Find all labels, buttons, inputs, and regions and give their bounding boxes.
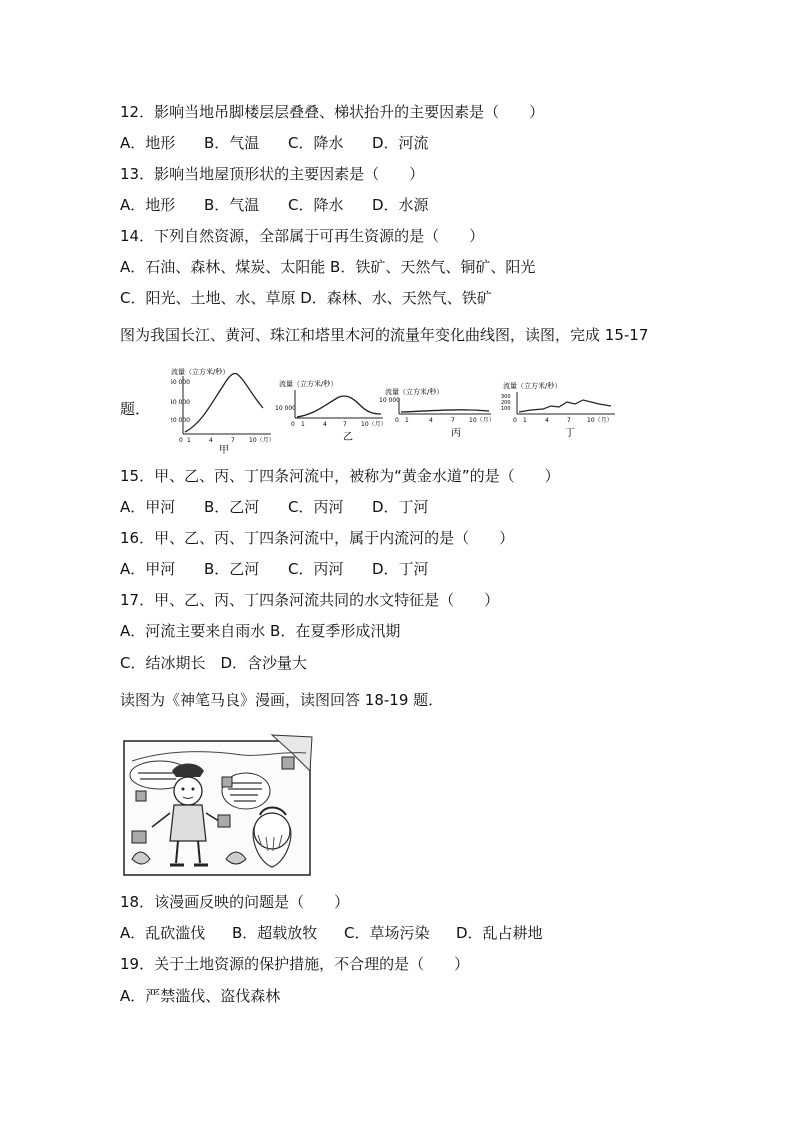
intro-15-17: 图为我国长江、黄河、珠江和塔里木河的流量年变化曲线图，读图，完成 15-17 [120,326,649,344]
q16-option-d: D．丁河 [372,560,429,578]
svg-text:0: 0 [395,417,399,424]
q18-option-c: C．草场污染 [344,924,430,942]
svg-text:20 000: 20 000 [171,417,190,424]
svg-text:1: 1 [301,421,305,428]
svg-text:100: 100 [501,406,511,412]
svg-text:10 000: 10 000 [275,405,296,412]
q13-option-b: B．气温 [204,196,260,214]
panel-ding-ylabel: 流量（立方米/秒） [503,382,562,390]
q15-option-d: D．丁河 [372,498,429,516]
q15-option-c: C．丙河 [288,498,344,516]
svg-text:40 000: 40 000 [171,399,190,406]
q16-option-b: B．乙河 [204,560,260,578]
panel-yi-label: 乙 [343,432,353,443]
q15-options [120,497,429,517]
q13-option-d: D．水源 [372,196,429,214]
svg-text:0: 0 [291,421,295,428]
q12-option-b: B．气温 [204,134,260,152]
panel-jia-label: 甲 [219,445,229,454]
shenbi-maliang-cartoon [122,731,314,878]
intro-15-17-tail: 题． [120,400,151,418]
q16-option-a: A．甲河 [120,560,176,578]
q15-stem: 15．甲、乙、丙、丁四条河流中，被称为“黄金水道”的是（ ） [120,467,560,485]
q14-stem: 14．下列自然资源，全部属于可再生资源的是（ ） [120,227,485,245]
svg-text:1: 1 [523,417,527,424]
svg-text:10（月）: 10（月） [249,437,275,444]
svg-text:300: 300 [501,394,511,400]
q12-stem: 12．影响当地吊脚楼层层叠叠、梯状抬升的主要因素是（ ） [120,103,545,121]
q17-options-line2: C．结冰期长 D．含沙量大 [120,654,308,672]
svg-text:4: 4 [429,417,433,424]
svg-text:10（月）: 10（月） [587,417,613,424]
q18-options [120,923,543,943]
svg-text:10（月）: 10（月） [469,417,495,424]
svg-text:10 000: 10 000 [379,397,400,404]
q17-stem: 17．甲、乙、丙、丁四条河流共同的水文特征是（ ） [120,591,500,609]
q17-options-line1: A．河流主要来自雨水 B．在夏季形成汛期 [120,622,401,640]
svg-text:0: 0 [513,417,517,424]
q18-option-d: D．乱占耕地 [456,924,543,942]
panel-ding-label: 丁 [565,428,575,439]
q18-option-b: B．超载放牧 [232,924,318,942]
svg-text:1: 1 [187,437,191,444]
panel-jia [171,367,275,454]
svg-text:4: 4 [209,437,213,444]
q13-stem: 13．影响当地屋顶形状的主要因素是（ ） [120,165,425,183]
panel-yi [275,379,387,443]
q12-option-a: A．地形 [120,134,176,152]
q13-option-a: A．地形 [120,196,176,214]
q12-option-d: D．河流 [372,134,429,152]
q13-options [120,195,429,215]
svg-text:200: 200 [501,400,511,406]
svg-text:7: 7 [231,437,235,444]
panel-ding [501,381,615,439]
panel-yi-ylabel: 流量（立方米/秒） [279,380,338,388]
q14-options-line1: A．石油、森林、煤炭、太阳能 B．铁矿、天然气、铜矿、阳光 [120,258,536,276]
q19-stem: 19．关于土地资源的保护措施，不合理的是（ ） [120,955,470,973]
q18-option-a: A．乱砍滥伐 [120,924,206,942]
svg-text:10（月）: 10（月） [361,421,387,428]
svg-text:7: 7 [451,417,455,424]
svg-text:7: 7 [343,421,347,428]
q15-option-b: B．乙河 [204,498,260,516]
panel-bing [379,387,495,439]
q16-option-c: C．丙河 [288,560,344,578]
q14-options-line2: C．阳光、土地、水、草原 D．森林、水、天然气、铁矿 [120,289,492,307]
panel-bing-label: 丙 [451,428,461,439]
svg-text:0: 0 [179,437,183,444]
svg-text:7: 7 [567,417,571,424]
q12-option-c: C．降水 [288,134,344,152]
q16-stem: 16．甲、乙、丙、丁四条河流中，属于内流河的是（ ） [120,529,515,547]
intro-18-19: 读图为《神笔马良》漫画，读图回答 18-19 题． [120,691,444,709]
q18-stem: 18．该漫画反映的问题是（ ） [120,893,350,911]
q16-options [120,559,429,579]
panel-jia-ylabel: 流量（立方米/秒） [171,368,230,376]
q19-option-a: A．严禁滥伐、盗伐森林 [120,987,281,1005]
q13-option-c: C．降水 [288,196,344,214]
q12-options [120,133,429,153]
svg-text:1: 1 [405,417,409,424]
river-flow-figure [171,364,622,454]
svg-text:4: 4 [323,421,327,428]
svg-text:4: 4 [545,417,549,424]
panel-bing-ylabel: 流量（立方米/秒） [385,388,444,396]
q15-option-a: A．甲河 [120,498,176,516]
svg-text:60 000: 60 000 [171,379,190,386]
